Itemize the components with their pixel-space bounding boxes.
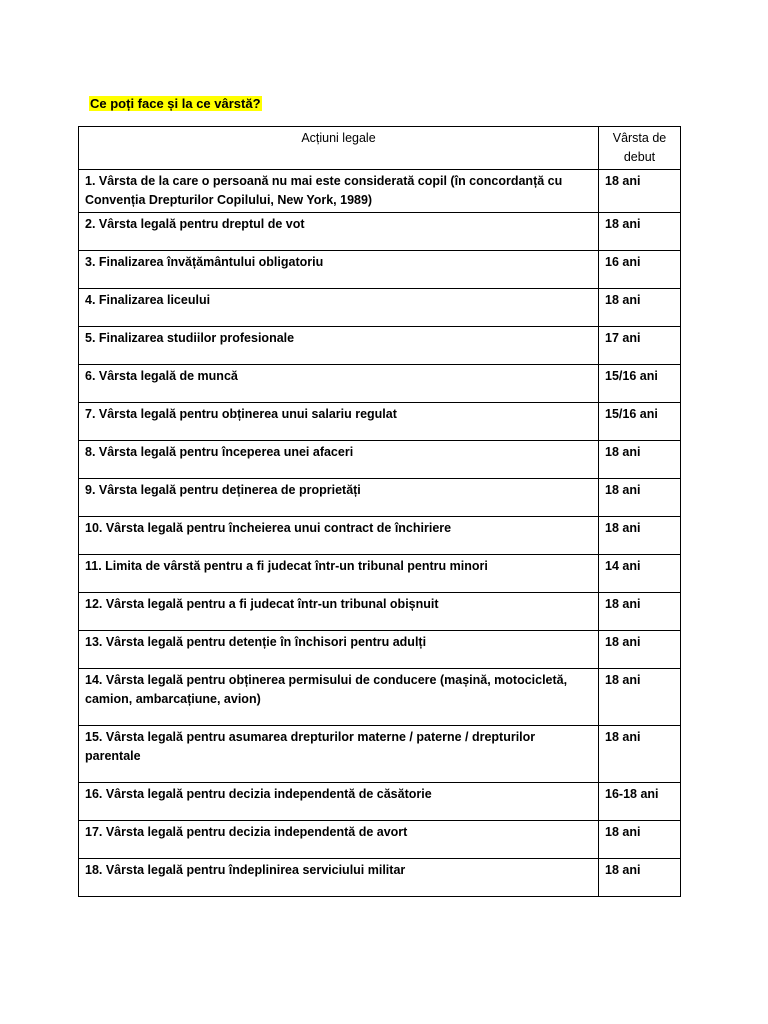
action-cell: 5. Finalizarea studiilor profesionale <box>79 327 599 365</box>
action-cell: 3. Finalizarea învățământului obligatoriu <box>79 251 599 289</box>
age-cell: 18 ani <box>599 213 681 251</box>
table-row <box>79 783 681 821</box>
age-cell: 16 ani <box>599 251 681 289</box>
age-cell: 14 ani <box>599 555 681 593</box>
action-cell: 11. Limita de vârstă pentru a fi judecat într-un tribunal pentru minori <box>79 555 599 593</box>
table-row <box>79 403 681 441</box>
table-row <box>79 441 681 479</box>
age-cell: 18 ani <box>599 726 681 783</box>
action-cell: 13. Vârsta legală pentru detenție în închisori pentru adulți <box>79 631 599 669</box>
table-row <box>79 555 681 593</box>
table-row <box>79 859 681 897</box>
action-cell: 10. Vârsta legală pentru încheierea unui contract de închiriere <box>79 517 599 555</box>
action-cell: 17. Vârsta legală pentru decizia independentă de avort <box>79 821 599 859</box>
action-cell: 12. Vârsta legală pentru a fi judecat într-un tribunal obișnuit <box>79 593 599 631</box>
table-row <box>79 170 681 213</box>
table-row <box>79 327 681 365</box>
action-cell: 8. Vârsta legală pentru începerea unei afaceri <box>79 441 599 479</box>
age-cell: 18 ani <box>599 441 681 479</box>
age-cell: 18 ani <box>599 593 681 631</box>
table-row <box>79 517 681 555</box>
action-cell: 15. Vârsta legală pentru asumarea drepturilor materne / paterne / drepturilor parentale <box>79 726 599 783</box>
age-cell: 18 ani <box>599 859 681 897</box>
table-row <box>79 669 681 726</box>
action-cell: 18. Vârsta legală pentru îndeplinirea serviciului militar <box>79 859 599 897</box>
page-heading <box>89 95 262 113</box>
table-row <box>79 365 681 403</box>
action-cell: 2. Vârsta legală pentru dreptul de vot <box>79 213 599 251</box>
column-header-age: Vârsta de debut <box>599 127 681 170</box>
table-row <box>79 213 681 251</box>
age-cell: 15/16 ani <box>599 365 681 403</box>
age-cell: 18 ani <box>599 631 681 669</box>
table-row <box>79 289 681 327</box>
age-cell: 18 ani <box>599 479 681 517</box>
action-cell: 4. Finalizarea liceului <box>79 289 599 327</box>
age-cell: 15/16 ani <box>599 403 681 441</box>
table-row <box>79 251 681 289</box>
action-cell: 7. Vârsta legală pentru obținerea unui salariu regulat <box>79 403 599 441</box>
table-row <box>79 593 681 631</box>
action-cell: 6. Vârsta legală de muncă <box>79 365 599 403</box>
age-cell: 18 ani <box>599 669 681 726</box>
action-cell: 9. Vârsta legală pentru deținerea de proprietăți <box>79 479 599 517</box>
age-cell: 16-18 ani <box>599 783 681 821</box>
table-row <box>79 726 681 783</box>
table-row <box>79 821 681 859</box>
age-cell: 18 ani <box>599 170 681 213</box>
legal-actions-table <box>78 126 681 897</box>
age-cell: 18 ani <box>599 517 681 555</box>
age-cell: 17 ani <box>599 327 681 365</box>
age-cell: 18 ani <box>599 289 681 327</box>
table-row <box>79 631 681 669</box>
highlighted-heading-text: Ce poți face și la ce vârstă? <box>90 96 261 111</box>
action-cell: 14. Vârsta legală pentru obținerea permisului de conducere (mașină, motocicletă, camion, ambarcațiune, avion) <box>79 669 599 726</box>
table-header-row <box>79 127 681 170</box>
action-cell: 16. Vârsta legală pentru decizia independentă de căsătorie <box>79 783 599 821</box>
action-cell: 1. Vârsta de la care o persoană nu mai este considerată copil (în concordanță cu Convenția Drepturilor Copilului, New York, 1989) <box>79 170 599 213</box>
table-row <box>79 479 681 517</box>
age-cell: 18 ani <box>599 821 681 859</box>
column-header-actions: Acțiuni legale <box>79 127 599 170</box>
